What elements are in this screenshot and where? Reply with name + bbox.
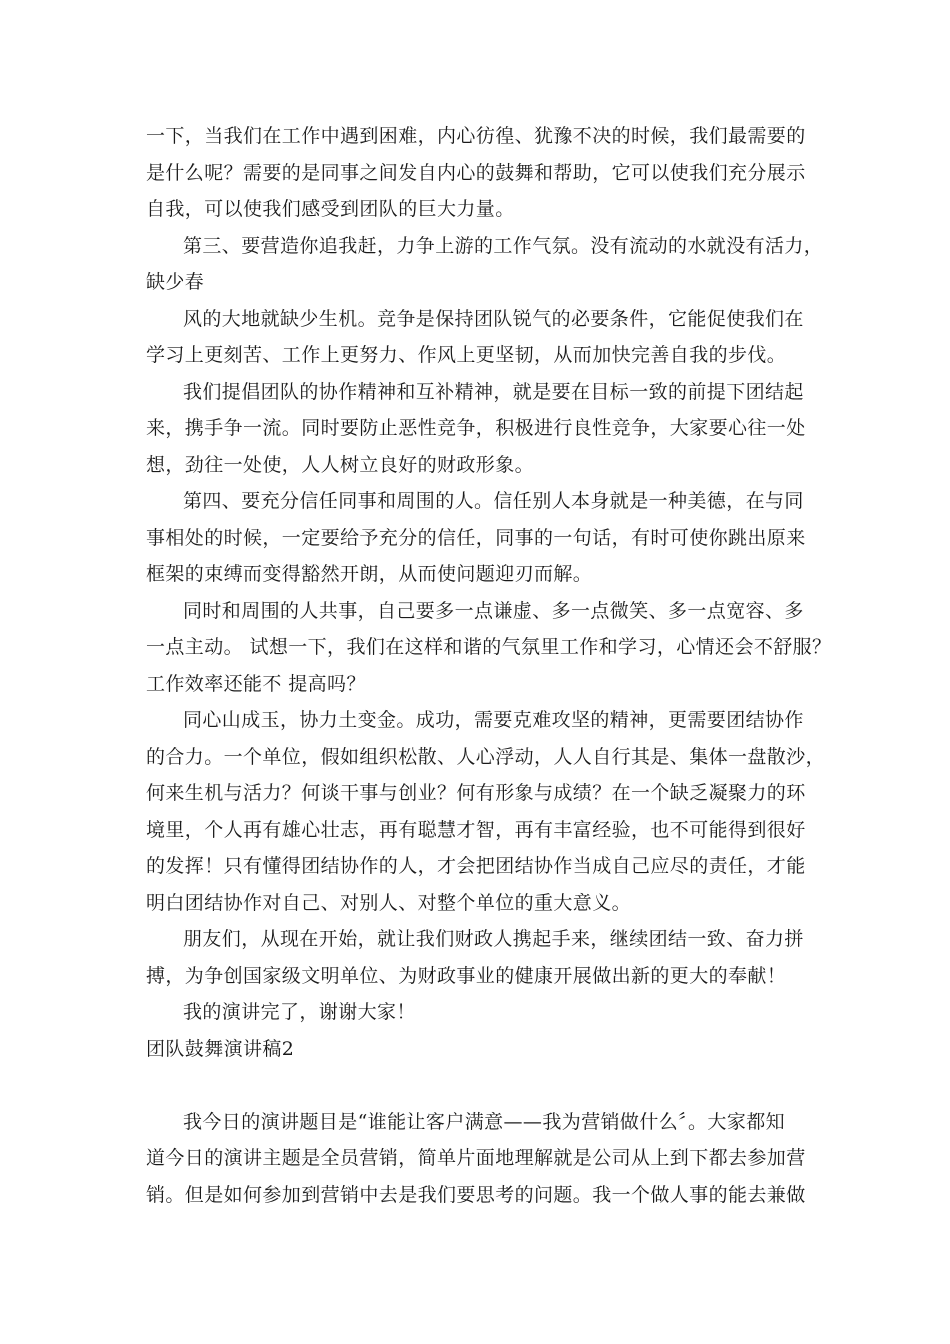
- text-line: 何来生机与活力？何谈干事与创业？何有形象与成绩？在一个缺乏凝聚力的环: [146, 782, 806, 804]
- text-line: 明白团结协作对自己、对别人、对整个单位的重大意义。: [146, 892, 632, 914]
- text-line: 我今日的演讲题目是“谁能让客户满意——我为营销做什么〞。大家都知: [183, 1111, 786, 1133]
- section-heading: 团队鼓舞演讲稿2: [146, 1038, 295, 1060]
- text-line: 第三、要营造你追我赶，力争上游的工作气氛。没有流动的水就没有活力，: [183, 235, 824, 257]
- text-line: 学习上更刻苦、工作上更努力、作风上更坚韧，从而加快完善自我的步伐。: [146, 344, 787, 366]
- text-line: 是什么呢？需要的是同事之间发自内心的鼓舞和帮助，它可以使我们充分展示: [146, 162, 806, 184]
- text-line: 境里，个人再有雄心壮志，再有聪慧才智，再有丰富经验，也不可能得到很好: [146, 819, 806, 841]
- text-line: 缺少春: [146, 271, 205, 293]
- text-line: 同心山成玉，协力土变金。成功，需要克难攻坚的精神，更需要团结协作: [183, 709, 804, 731]
- text-line: 事相处的时候，一定要给予充分的信任，同事的一句话，有时可使你跳出原来: [146, 527, 806, 549]
- text-line: 一下，当我们在工作中遇到困难，内心彷徨、犹豫不决的时候，我们最需要的: [146, 125, 806, 147]
- text-line: 的合力。一个单位，假如组织松散、人心浮动，人人自行其是、集体一盘散沙，: [146, 746, 826, 768]
- text-line: 工作效率还能不 提高吗？: [146, 673, 366, 695]
- text-line: 道今日的演讲主题是全员营销，简单片面地理解就是公司从上到下都去参加营: [146, 1147, 806, 1169]
- text-line: 同时和周围的人共事，自己要多一点谦虚、多一点微笑、多一点宽容、多: [183, 600, 804, 622]
- text-line: 销。但是如何参加到营销中去是我们要思考的问题。我一个做人事的能去兼做: [146, 1184, 806, 1206]
- text-line: 搏，为争创国家级文明单位、为财政事业的健康开展做出新的更大的奉献！: [146, 965, 787, 987]
- text-line: 风的大地就缺少生机。竞争是保持团队锐气的必要条件，它能促使我们在: [183, 308, 804, 330]
- text-line: 自我，可以使我们感受到团队的巨大力量。: [146, 198, 515, 220]
- text-line: 朋友们，从现在开始，就让我们财政人携起手来，继续团结一致、奋力拼: [183, 928, 804, 950]
- text-line: 的发挥！只有懂得团结协作的人，才会把团结协作当成自己应尽的责任，才能: [146, 855, 806, 877]
- text-line: 第四、要充分信任同事和周围的人。信任别人本身就是一种美德，在与同: [183, 490, 804, 512]
- text-line: 我们提倡团队的协作精神和互补精神，就是要在目标一致的前提下团结起: [183, 381, 804, 403]
- text-line: 想，劲往一处使，人人树立良好的财政形象。: [146, 454, 535, 476]
- text-line: 我的演讲完了，谢谢大家！: [183, 1001, 416, 1023]
- text-line: 一点主动。 试想一下，我们在这样和谐的气氛里工作和学习，心情还会不舒服？: [146, 636, 832, 658]
- text-line: 框架的束缚而变得豁然开朗，从而使问题迎刃而解。: [146, 563, 593, 585]
- text-line: 来，携手争一流。同时要防止恶性竞争，积极进行良性竞争，大家要心往一处: [146, 417, 806, 439]
